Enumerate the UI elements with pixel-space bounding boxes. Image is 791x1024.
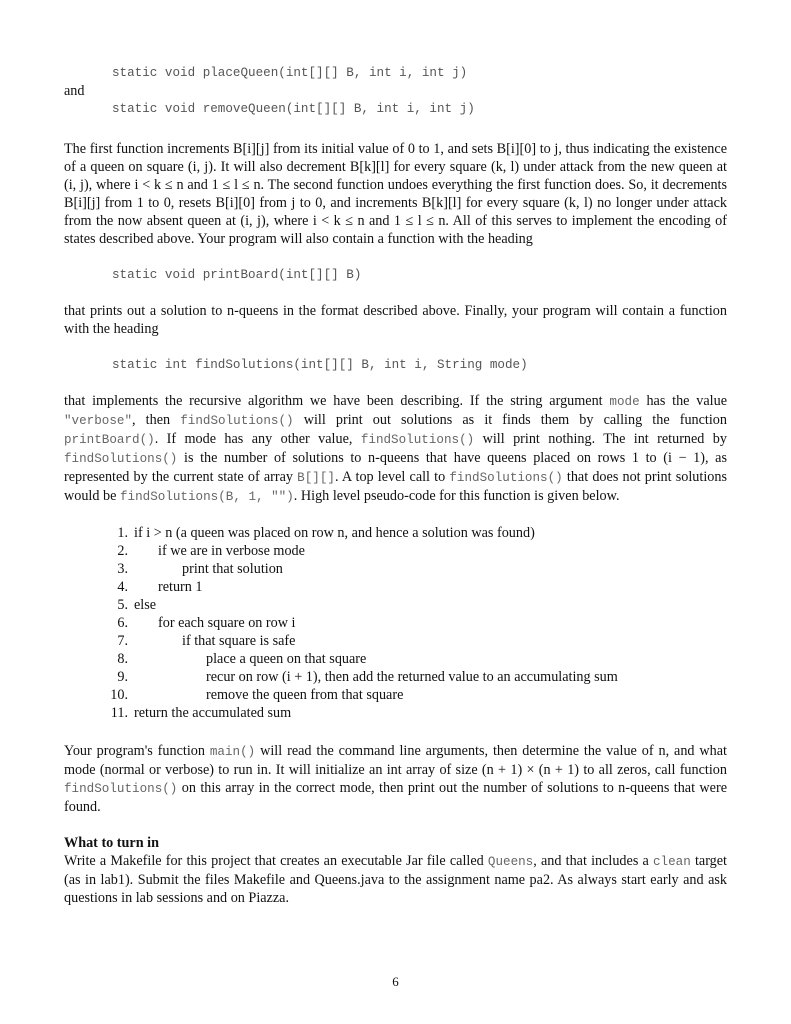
paragraph-print-board: that prints out a solution to n-queens in the format described above. Finally, your program will contain a function with the heading bbox=[64, 303, 727, 337]
code-print-board: static void printBoard(int[][] B) bbox=[112, 268, 362, 282]
document-page bbox=[64, 58, 727, 907]
pseudocode-line: 10. remove the queen from that square bbox=[110, 687, 404, 703]
pseudocode-line: 7. if that square is safe bbox=[117, 633, 296, 649]
pseudocode-line: 3. print that solution bbox=[117, 561, 283, 577]
pseudocode-line: 8. place a queen on that square bbox=[117, 651, 367, 667]
code-find-solutions: static int findSolutions(int[][] B, int i, String mode) bbox=[112, 358, 528, 372]
paragraph-turn-in: Write a Makefile for this project that creates an executable Jar file called Queens, and that includes a clean target (as in lab1). Submit the files Makefile and Queens.java to the assignment name pa2. As always start early and ask questions in lab sessions and on Piazza. bbox=[64, 853, 727, 906]
paragraph-functions: The first function increments B[i][j] from its initial value of 0 to 1, and sets B[i][0] to j, thus indicating the existence of a queen on square (i, j). It will also decrement B[k][l] for every square (k, l) under attack from the new queen at (i, j), where i < k ≤ n and 1 ≤ l ≤ n. The second function undoes everything the first function does. So, it decrements B[i][j] from 1 to 0, resets B[i][0] from j to 0, and increments B[k][l] for every square (k, l) no longer under attack from the now absent queen at (i, j), where i < k ≤ n and 1 ≤ l ≤ n. All of this serves to implement the encoding of states described above. Your program will also contain a function with the heading bbox=[64, 141, 727, 247]
pseudocode-line: 2. if we are in verbose mode bbox=[117, 543, 305, 559]
pseudocode-list bbox=[64, 524, 727, 722]
pseudocode-line: 6. for each square on row i bbox=[117, 615, 296, 631]
pseudocode-line: 9. recur on row (i + 1), then add the returned value to an accumulating sum bbox=[117, 669, 618, 685]
page-number: 6 bbox=[392, 974, 399, 989]
pseudocode-line: 11. return the accumulated sum bbox=[110, 705, 292, 721]
section-heading: What to turn in bbox=[64, 835, 159, 851]
paragraph-find-solutions: that implements the recursive algorithm we have been describing. If the string argument mode has the value "verbose", then findSolutions() will print out solutions as it finds them by calling the function printBoard(). If mode has any other value, findSolutions() will print nothing. The int returned by findSolutions() is the number of solutions to n-queens that have queens placed on rows 1 to (i − 1), as represented by the current state of array B[][]. A top level call to findSolutions() that does not print solutions would be findSolutions(B, 1, ""). High level pseudo-code for this function is given below. bbox=[64, 393, 727, 504]
pseudocode-line: 5. else bbox=[117, 597, 157, 613]
code-place-queen: static void placeQueen(int[][] B, int i, int j) bbox=[112, 66, 468, 80]
word-and: and bbox=[64, 83, 85, 99]
code-remove-queen: static void removeQueen(int[][] B, int i, int j) bbox=[112, 102, 475, 116]
pseudocode-line: 1. if i > n (a queen was placed on row n, and hence a solution was found) bbox=[117, 525, 535, 541]
pseudocode-line: 4. return 1 bbox=[117, 579, 203, 595]
paragraph-main: Your program's function main() will read the command line arguments, then determine the value of n, and what mode (normal or verbose) to run in. It will initialize an int array of size (n + 1) × (n + 1) to all zeros, call function findSolutions() on this array in the correct mode, then print out the number of solutions to n-queens that were found. bbox=[64, 743, 727, 815]
